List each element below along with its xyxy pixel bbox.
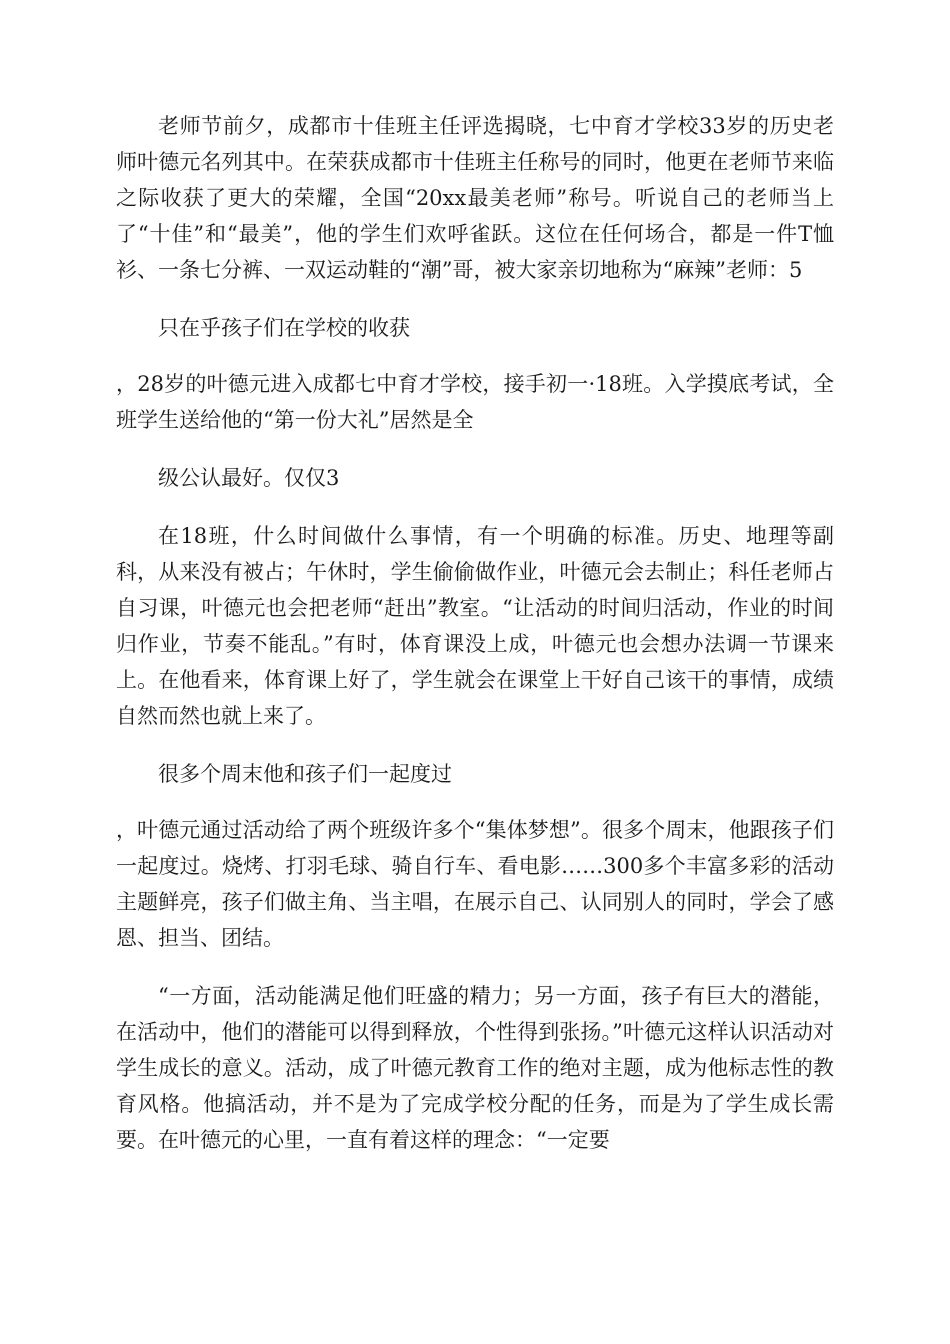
paragraph-fragment: 级公认最好。仅仅3 — [158, 466, 340, 490]
paragraph-intro: 老师节前夕，成都市十佳班主任评选揭晓，七中育才学校33岁的历史老师叶德元名列其中。在荣获成都市十佳班主任称号的同时，他更在老师节来临之际收获了更大的荣耀，全国“20xx最美老师”称号。听说自己的老师当上了“十佳”和“最美”，他的学生们欢呼雀跃。这位在任何场合，都是一件T恤衫、一条七分裤、一双运动鞋的“潮”哥，被大家亲切地称为“麻辣”老师：5 — [116, 114, 834, 282]
paragraph-class-rules: 在18班，什么时间做什么事情，有一个明确的标准。历史、地理等副科，从来没有被占；午休时，学生偷偷做作业，叶德元会去制止；科任老师占自习课，叶德元也会把老师“赶出”教室。“让活动的时间归活动，作业的时间归作业，节奏不能乱。”有时，体育课没上成，叶德元也会想办法调一节课来上。在他看来，体育课上好了，学生就会在课堂上干好自己该干的事情，成绩自然而然也就上来了。 — [116, 524, 834, 728]
paragraph-philosophy: “一方面，活动能满足他们旺盛的精力；另一方面，孩子有巨大的潜能，在活动中，他们的潜能可以得到释放，个性得到张扬。”叶德元这样认识活动对学生成长的意义。活动，成了叶德元教育工作的绝对主题，成为他标志性的教育风格。他搞活动，并不是为了完成学校分配的任务，而是为了学生成长需要。在叶德元的心里，一直有着这样的理念：“一定要 — [116, 984, 834, 1152]
section-heading-weekends: 很多个周末他和孩子们一起度过 — [158, 762, 452, 786]
section-heading-harvest: 只在乎孩子们在学校的收获 — [158, 316, 410, 340]
document-page — [116, 108, 834, 1158]
paragraph-entry: ，28岁的叶德元进入成都七中育才学校，接手初一·18班。入学摸底考试，全班学生送给他的“第一份大礼”居然是全 — [116, 372, 834, 432]
paragraph-activities: ，叶德元通过活动给了两个班级许多个“集体梦想”。很多个周末，他跟孩子们一起度过。烧烤、打羽毛球、骑自行车、看电影……300多个丰富多彩的活动主题鲜亮，孩子们做主角、当主唱，在展示自己、认同别人的同时，学会了感恩、担当、团结。 — [116, 818, 834, 950]
